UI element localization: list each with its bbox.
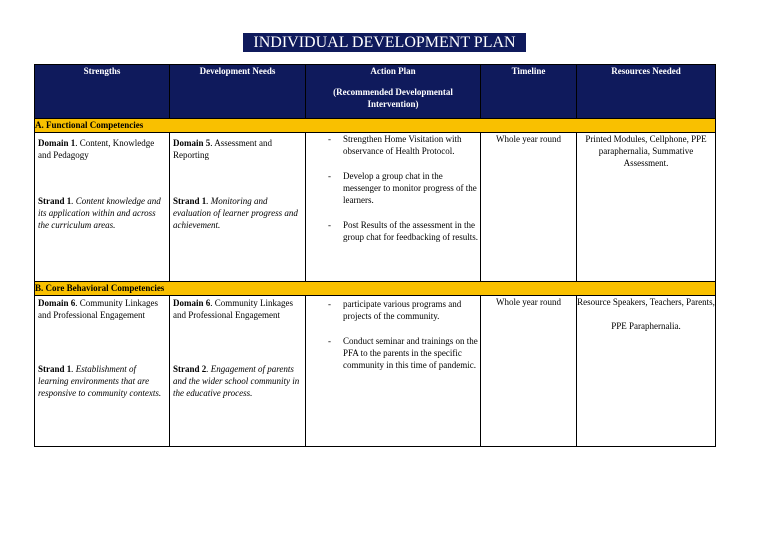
strength-cell: [35, 296, 170, 447]
need-domain: [173, 297, 302, 321]
need-domain: [173, 137, 302, 161]
domain-label: Domain 1: [38, 138, 76, 148]
action-plan-cell: [306, 296, 481, 447]
action-plan-cell: [306, 133, 481, 282]
domain-text: . Assessment and Reporting: [173, 138, 273, 160]
section-header-row: [35, 282, 716, 296]
list-item: - Conduct seminar and trainings on the PFA to the parents in the specific community in this time of pandemic.: [310, 335, 478, 371]
table-row: [35, 133, 716, 282]
strength-strand: [38, 363, 166, 399]
strength-strand: [38, 195, 166, 231]
need-strand: [173, 363, 302, 399]
resources-text: Resource Speakers, Teachers, Parents,: [577, 297, 715, 307]
section-label: A. Functional Competencies: [35, 119, 716, 133]
timeline-cell: Whole year round: [481, 133, 577, 282]
header-timeline: Timeline: [481, 65, 577, 119]
header-development-needs: Development Needs: [170, 65, 306, 119]
strength-domain: [38, 297, 166, 321]
section-label: B. Core Behavioral Competencies: [35, 282, 716, 296]
strand-text: . Establishment of learning environments that are responsive to community contexts.: [38, 364, 162, 398]
list-item: - participate various programs and projects of the community.: [310, 298, 478, 322]
strand-text: . Content knowledge and its application within and across the curriculum areas.: [38, 196, 161, 230]
strand-label: Strand 1: [38, 364, 72, 374]
resources-text-2: PPE Paraphernalia.: [611, 321, 681, 331]
action-list: [306, 296, 480, 371]
header-resources: Resources Needed: [577, 65, 716, 119]
domain-text: . Content, Knowledge and Pedagogy: [38, 138, 155, 160]
resources-text: Printed Modules, Cellphone, PPE paraphernalia, Summative Assessment.: [585, 134, 707, 168]
action-list: [306, 133, 480, 243]
development-need-cell: [170, 296, 306, 447]
list-item: - Develop a group chat in the messenger to monitor progress of the learners.: [310, 170, 478, 206]
list-item: - Strengthen Home Visitation with observance of Health Protocol.: [310, 133, 478, 157]
domain-label: Domain 6: [38, 298, 76, 308]
resources-cell: [577, 133, 716, 282]
strength-domain: [38, 137, 166, 161]
timeline-cell: Whole year round: [481, 296, 577, 447]
document-title: INDIVIDUAL DEVELOPMENT PLAN: [243, 33, 526, 52]
domain-text: . Community Linkages and Professional Engagement: [38, 298, 159, 320]
section-header-row: [35, 119, 716, 133]
header-action-plan: [306, 65, 481, 119]
strand-text: . Monitoring and evaluation of learner progress and achievement.: [173, 196, 298, 230]
domain-text: . Community Linkages and Professional Engagement: [173, 298, 294, 320]
resources-cell: [577, 296, 716, 447]
strand-text: . Engagement of parents and the wider school community in the educative process.: [173, 364, 300, 398]
need-strand: [173, 195, 302, 231]
development-plan-table: [34, 64, 716, 447]
list-item: - Post Results of the assessment in the group chat for feedbacking of results.: [310, 219, 478, 243]
table-row: [35, 296, 716, 447]
header-action-plan-subtitle: (Recommended Developmental Intervention): [333, 87, 453, 109]
development-need-cell: [170, 133, 306, 282]
strength-cell: [35, 133, 170, 282]
strand-label: Strand 1: [38, 196, 72, 206]
header-action-plan-title: Action Plan: [370, 66, 416, 76]
header-strengths: Strengths: [35, 65, 170, 119]
strand-label: Strand 2: [173, 364, 207, 374]
domain-label: Domain 5: [173, 138, 211, 148]
header-row: [35, 65, 716, 119]
domain-label: Domain 6: [173, 298, 211, 308]
strand-label: Strand 1: [173, 196, 207, 206]
